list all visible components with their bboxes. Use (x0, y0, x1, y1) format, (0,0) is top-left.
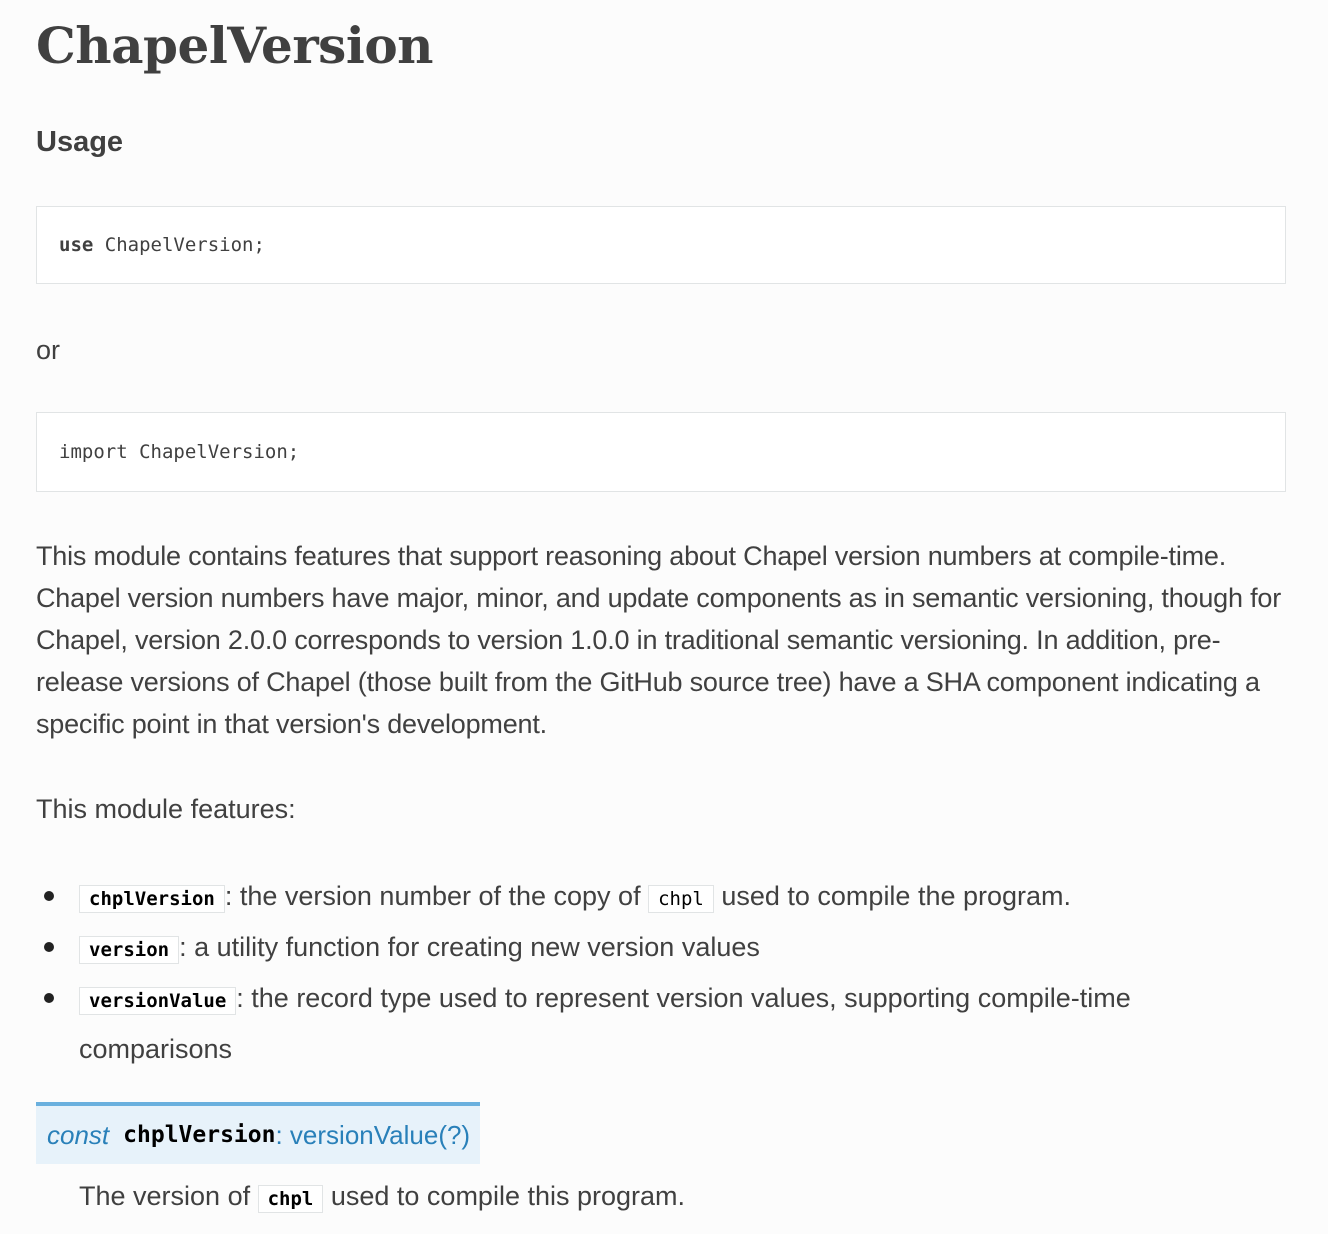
feature-text: : a utility function for creating new version values (179, 932, 760, 962)
description-text: The version of (79, 1181, 258, 1211)
use-code-rest: ChapelVersion; (93, 234, 265, 256)
version-code[interactable]: version (79, 936, 179, 964)
signature-type-link[interactable]: : versionValue(?) (275, 1119, 471, 1150)
description-text: used to compile this program. (323, 1181, 686, 1211)
feature-text: : the record type used to represent version values, supporting compile-time comparisons (79, 983, 1131, 1064)
signature-description (79, 1175, 685, 1220)
signature-name: chplVersion (123, 1122, 276, 1148)
chpl-code: chpl (648, 885, 714, 913)
import-code: import ChapelVersion; (59, 441, 300, 463)
list-item (36, 974, 1288, 1073)
chpl-code: chpl (258, 1185, 324, 1213)
feature-text: : the version number of the copy of (224, 881, 649, 911)
intro-paragraph: This module contains features that support reasoning about Chapel version numbers at compile-time. Chapel version numbers have major, minor, and update components as in semantic versioning, though for Chapel, version 2.0.0 corresponds to version 1.0.0 in traditional semantic versioning. In addition, pre-release versions of Chapel (those built from the GitHub source tree) have a SHA component indicating a specific point in that version's development. (36, 541, 1282, 739)
import-code-block (36, 412, 1286, 492)
use-code-block (36, 206, 1286, 284)
signature-keyword: const (47, 1119, 110, 1150)
chplversion-code[interactable]: chplVersion (79, 885, 225, 913)
signature-box (36, 1102, 480, 1164)
or-text: or (36, 335, 61, 365)
versionvalue-code[interactable]: versionValue (79, 987, 236, 1015)
bullet-icon (44, 891, 54, 901)
list-item (36, 872, 1288, 923)
features-list (36, 872, 1288, 1073)
features-intro: This module features: (36, 794, 296, 824)
bullet-icon (44, 993, 54, 1003)
feature-text: used to compile the program. (713, 881, 1072, 911)
list-item (36, 923, 1288, 974)
use-keyword: use (59, 234, 94, 256)
page-title: ChapelVersion (36, 16, 434, 75)
bullet-icon (44, 942, 54, 952)
usage-heading: Usage (36, 126, 124, 158)
